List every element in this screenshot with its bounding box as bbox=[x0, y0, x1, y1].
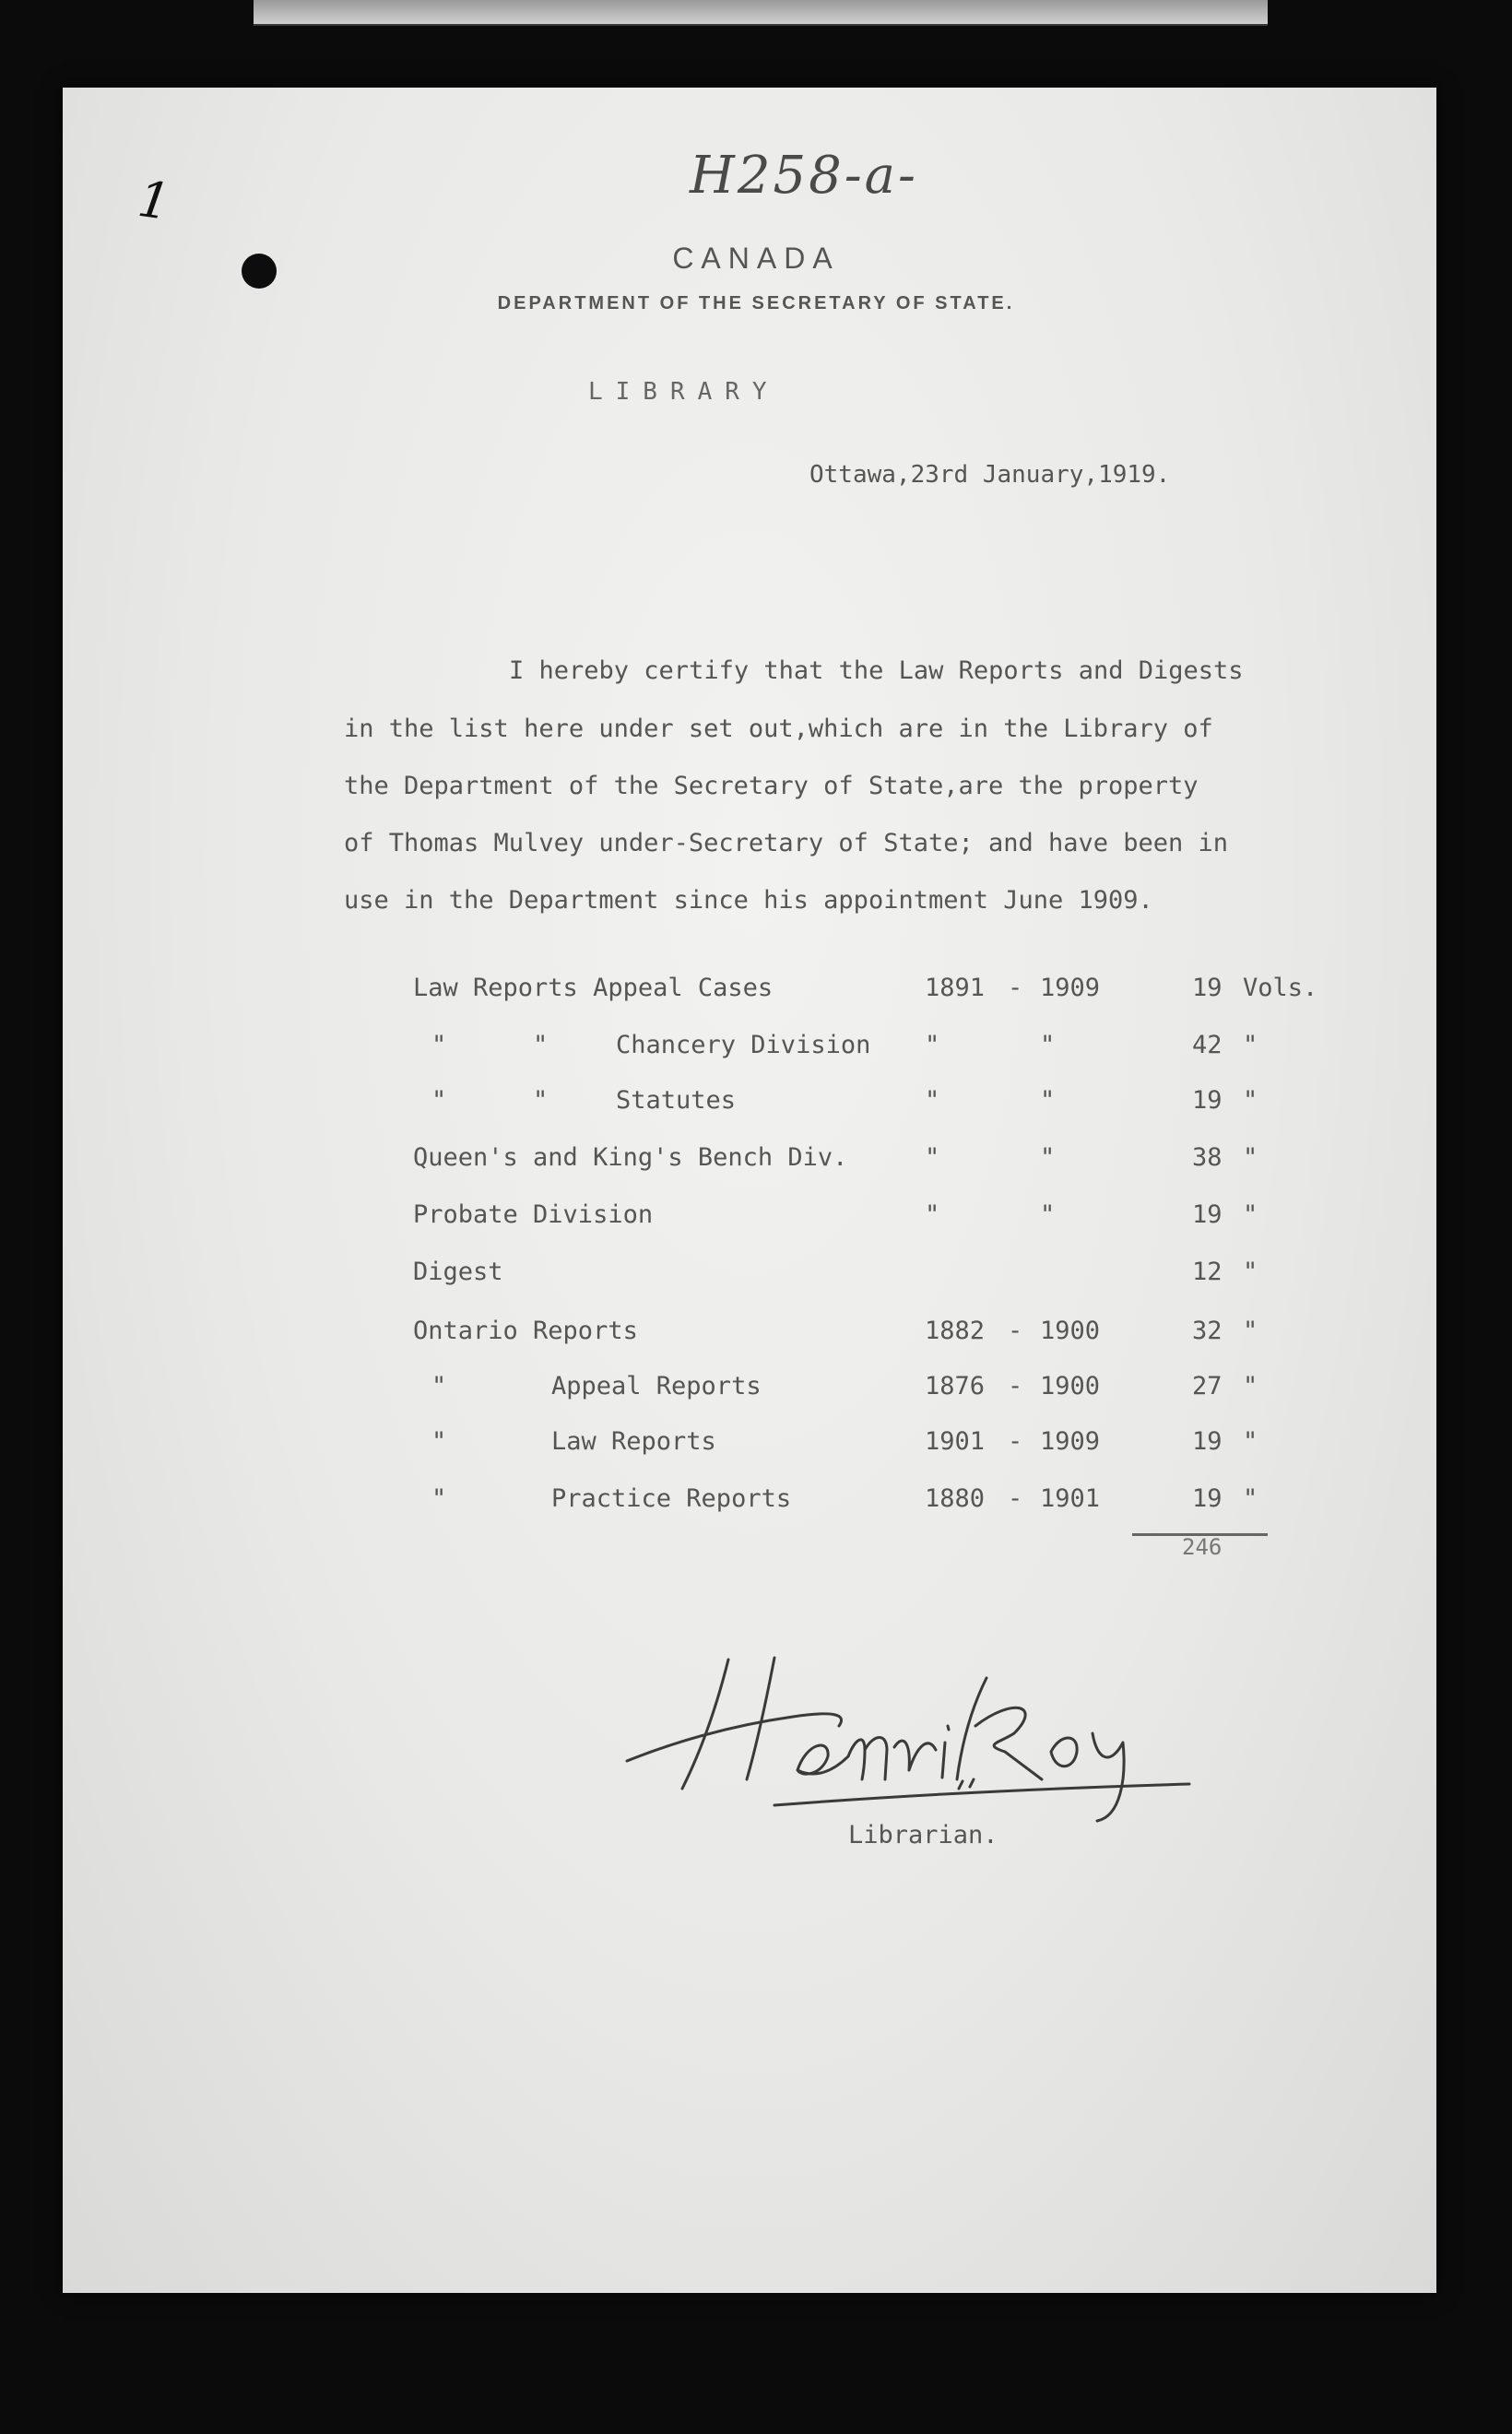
report-title: Law Reports Appeal Cases bbox=[413, 974, 774, 1002]
volume-count: 38 bbox=[1192, 1143, 1223, 1172]
report-title: Queen's and King's Bench Div. bbox=[413, 1143, 848, 1172]
ditto-mark: " bbox=[431, 1031, 447, 1059]
table-row bbox=[0, 1372, 1512, 1409]
volume-count: 12 bbox=[1192, 1258, 1223, 1286]
table-row bbox=[0, 1317, 1512, 1353]
year-dash: - bbox=[1008, 974, 1023, 1002]
year-to: 1900 bbox=[1040, 1372, 1101, 1400]
year-from: " bbox=[925, 1086, 940, 1115]
year-dash: - bbox=[1008, 1484, 1023, 1513]
report-title: Ontario Reports bbox=[413, 1317, 638, 1345]
year-to: 1909 bbox=[1040, 1427, 1101, 1456]
ditto-mark: " bbox=[431, 1372, 447, 1400]
volume-count: 27 bbox=[1192, 1372, 1223, 1400]
year-from: " bbox=[925, 1143, 940, 1172]
letterhead-department: DEPARTMENT OF THE SECRETARY OF STATE. bbox=[497, 293, 1015, 313]
ditto-mark: " bbox=[431, 1484, 447, 1513]
table-row bbox=[0, 974, 1512, 1010]
volume-unit: Vols. bbox=[1243, 974, 1318, 1002]
report-title: Statutes bbox=[616, 1086, 737, 1115]
ditto-mark: " bbox=[431, 1086, 447, 1115]
volume-count: 19 bbox=[1192, 1200, 1223, 1229]
year-to: 1901 bbox=[1040, 1484, 1101, 1513]
report-title: Appeal Reports bbox=[551, 1372, 762, 1400]
table-row bbox=[0, 1143, 1512, 1180]
signatory-title: Librarian. bbox=[848, 1821, 998, 1849]
total-volumes: 246 bbox=[1182, 1534, 1223, 1560]
file-number: H258-a- bbox=[690, 146, 918, 206]
volume-count: 42 bbox=[1192, 1031, 1223, 1059]
year-from: 1876 bbox=[925, 1372, 986, 1400]
volume-unit: " bbox=[1243, 1484, 1258, 1513]
document-page bbox=[63, 88, 1436, 2293]
table-row bbox=[0, 1200, 1512, 1237]
ditto-mark: " bbox=[431, 1427, 447, 1456]
year-from: " bbox=[925, 1200, 940, 1229]
volume-unit: " bbox=[1243, 1143, 1258, 1172]
adjacent-film-frame bbox=[254, 0, 1268, 26]
report-title: Practice Reports bbox=[551, 1484, 792, 1513]
volume-count: 19 bbox=[1192, 1086, 1223, 1115]
body-line: of Thomas Mulvey under-Secretary of State; and have been in bbox=[344, 829, 1229, 857]
year-from: 1891 bbox=[925, 974, 986, 1002]
body-line: I hereby certify that the Law Reports and Digests bbox=[509, 656, 1244, 685]
letterhead-country: CANADA bbox=[672, 242, 840, 275]
year-from: " bbox=[925, 1031, 940, 1059]
year-to: " bbox=[1040, 1031, 1056, 1059]
table-row bbox=[0, 1031, 1512, 1068]
body-line: the Department of the Secretary of State,are the property bbox=[344, 772, 1199, 800]
volume-unit: " bbox=[1243, 1031, 1258, 1059]
ditto-mark: " bbox=[533, 1031, 549, 1059]
body-line: in the list here under set out,which are in the Library of bbox=[344, 715, 1213, 743]
volume-unit: " bbox=[1243, 1200, 1258, 1229]
year-to: " bbox=[1040, 1086, 1056, 1115]
date-line: Ottawa,23rd January,1919. bbox=[809, 461, 1171, 489]
year-to: 1909 bbox=[1040, 974, 1101, 1002]
volume-count: 32 bbox=[1192, 1317, 1223, 1345]
letterhead-office: LIBRARY bbox=[588, 378, 780, 406]
librarian-signature bbox=[618, 1641, 1208, 1826]
volume-count: 19 bbox=[1192, 1427, 1223, 1456]
table-row bbox=[0, 1427, 1512, 1464]
year-to: " bbox=[1040, 1143, 1056, 1172]
table-row bbox=[0, 1258, 1512, 1294]
report-title: Law Reports bbox=[551, 1427, 716, 1456]
volume-unit: " bbox=[1243, 1427, 1258, 1456]
volume-unit: " bbox=[1243, 1086, 1258, 1115]
volume-unit: " bbox=[1243, 1372, 1258, 1400]
year-from: 1882 bbox=[925, 1317, 986, 1345]
year-dash: - bbox=[1008, 1372, 1023, 1400]
margin-mark: 1 bbox=[134, 169, 174, 232]
report-title: Digest bbox=[413, 1258, 503, 1286]
year-dash: - bbox=[1008, 1317, 1023, 1345]
table-row bbox=[0, 1484, 1512, 1521]
year-to: 1900 bbox=[1040, 1317, 1101, 1345]
report-title: Chancery Division bbox=[616, 1031, 871, 1059]
report-title: Probate Division bbox=[413, 1200, 654, 1229]
ditto-mark: " bbox=[533, 1086, 549, 1115]
body-line: use in the Department since his appointment June 1909. bbox=[344, 886, 1153, 915]
year-from: 1901 bbox=[925, 1427, 986, 1456]
volume-count: 19 bbox=[1192, 1484, 1223, 1513]
volume-unit: " bbox=[1243, 1258, 1258, 1286]
volume-unit: " bbox=[1243, 1317, 1258, 1345]
year-from: 1880 bbox=[925, 1484, 986, 1513]
year-dash: - bbox=[1008, 1427, 1023, 1456]
volume-count: 19 bbox=[1192, 974, 1223, 1002]
year-to: " bbox=[1040, 1200, 1056, 1229]
table-row bbox=[0, 1086, 1512, 1123]
